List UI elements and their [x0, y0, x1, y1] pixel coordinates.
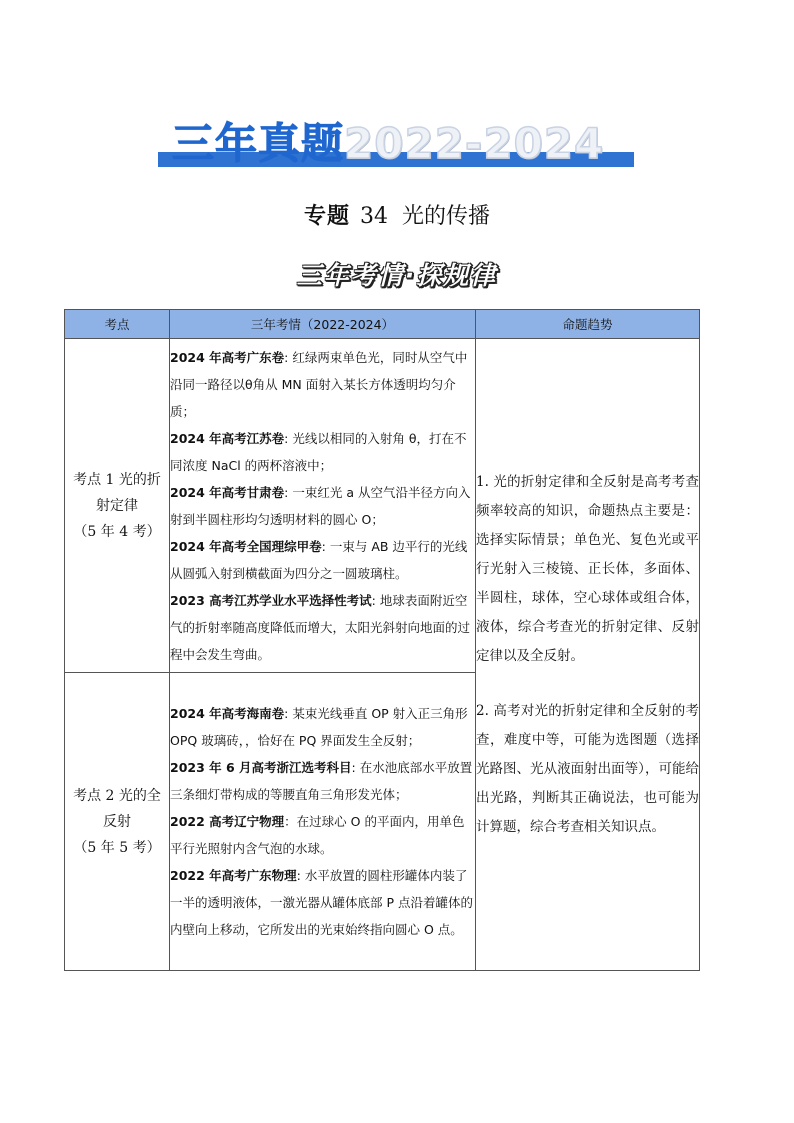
point-line: 考点 2 光的全 — [73, 787, 161, 804]
event-source: 2023 年 6 月高考浙江选考科目 — [170, 760, 352, 775]
event-source: 2024 年高考海南卷 — [170, 706, 285, 721]
event-source: 2023 高考江苏学业水平选择性考试 — [170, 592, 372, 608]
banner-title — [172, 120, 604, 168]
event-item — [170, 479, 475, 533]
event-item — [170, 344, 475, 425]
subtitle-number: 34 — [360, 204, 388, 229]
event-item — [170, 808, 475, 862]
event-item — [170, 862, 475, 943]
subtitle-prefix: 专题 — [303, 203, 350, 229]
exam-analysis-table — [64, 309, 700, 971]
trend-cell — [476, 339, 700, 971]
event-item — [170, 700, 475, 754]
event-item — [170, 754, 475, 808]
event-source: 2022 年高考广东物理 — [170, 868, 297, 883]
banner-year-text: 2022-2024 — [344, 119, 605, 168]
event-source: 2024 年高考全国理综甲卷 — [170, 538, 322, 554]
banner-main-text: 三年真题 — [172, 119, 345, 168]
event-source: 2024 年高考广东卷 — [170, 349, 285, 365]
table-row — [65, 339, 700, 673]
table-header-row — [65, 310, 700, 339]
point-line: （5 年 5 考） — [73, 839, 161, 856]
event-text: : 水平放置的圆柱形罐体内装了一半的透明液体，一激光器从罐体底部 P 点沿着罐体的内壁向上移动，它所发出的光束始终指向圆心 O 点。 — [170, 868, 473, 937]
event-text: : 一束红光 a 从空气沿半径方向入射到半圆柱形均匀透明材料的圆心 O； — [170, 484, 471, 527]
event-item — [170, 587, 475, 668]
events-cell — [170, 339, 476, 673]
event-source: 2024 年高考甘肃卷 — [170, 484, 285, 500]
event-item — [170, 425, 475, 479]
point-line: 射定律 — [96, 497, 138, 514]
point-cell — [65, 339, 170, 673]
section-title: 三年考情·探规律 — [296, 261, 498, 290]
event-text: : 地球表面附近空气的折射率随高度降低而增大，太阳光斜射向地面的过程中会发生弯曲。 — [170, 592, 471, 662]
title-banner — [158, 118, 634, 174]
event-text: ：在过球心 O 的平面内，用单色平行光照射内含气泡的水球。 — [170, 814, 465, 856]
event-item — [170, 533, 475, 587]
topic-subtitle — [0, 200, 794, 233]
event-source: 2024 年高考江苏卷 — [170, 430, 285, 446]
trend-paragraph: 2. 高考对光的折射定律和全反射的考查，难度中等，可能为选图题（选择光路图、光从液面射出面等），可能给出光路，判断其正确说法，也可能为计算题，综合考查相关知识点。 — [476, 702, 699, 835]
events-cell — [170, 673, 476, 971]
point-line: （5 年 4 考） — [73, 523, 161, 540]
event-text: : 光线以相同的入射角 θ，打在不同浓度 NaCl 的两杯溶液中； — [170, 430, 467, 473]
header-point: 考点 — [65, 310, 170, 339]
point-line: 考点 1 光的折 — [73, 471, 161, 488]
header-trend: 命题趋势 — [476, 310, 700, 339]
event-source: 2022 高考辽宁物理 — [170, 814, 285, 829]
event-text: : 某束光线垂直 OP 射入正三角形 OPQ 玻璃砖，，恰好在 PQ 界面发生全反射； — [170, 706, 468, 748]
event-text: : 红绿两束单色光，同时从空气中沿同一路径以θ角从 MN 面射入某长方体透明均匀介质； — [170, 349, 468, 419]
point-cell — [65, 673, 170, 971]
trend-paragraph: 1. 光的折射定律和全反射是高考考查频率较高的知识，命题热点主要是：选择实际情景；单色光、复色光或平行光射入三棱镜、正长体，多面体、半圆柱，球体，空心球体或组合体，液体，综合考查光的折射定律、反射定律以及全反射。 — [476, 473, 699, 664]
event-text: : 一束与 AB 边平行的光线从圆弧入射到横截面为四分之一圆玻璃柱。 — [170, 538, 468, 581]
subtitle-topic: 光的传播 — [402, 204, 491, 229]
point-line: 反射 — [103, 813, 131, 830]
event-text: : 在水池底部水平放置三条细灯带构成的等腰直角三角形发光体； — [170, 760, 473, 802]
header-exams: 三年考情（2022-2024） — [170, 310, 476, 339]
